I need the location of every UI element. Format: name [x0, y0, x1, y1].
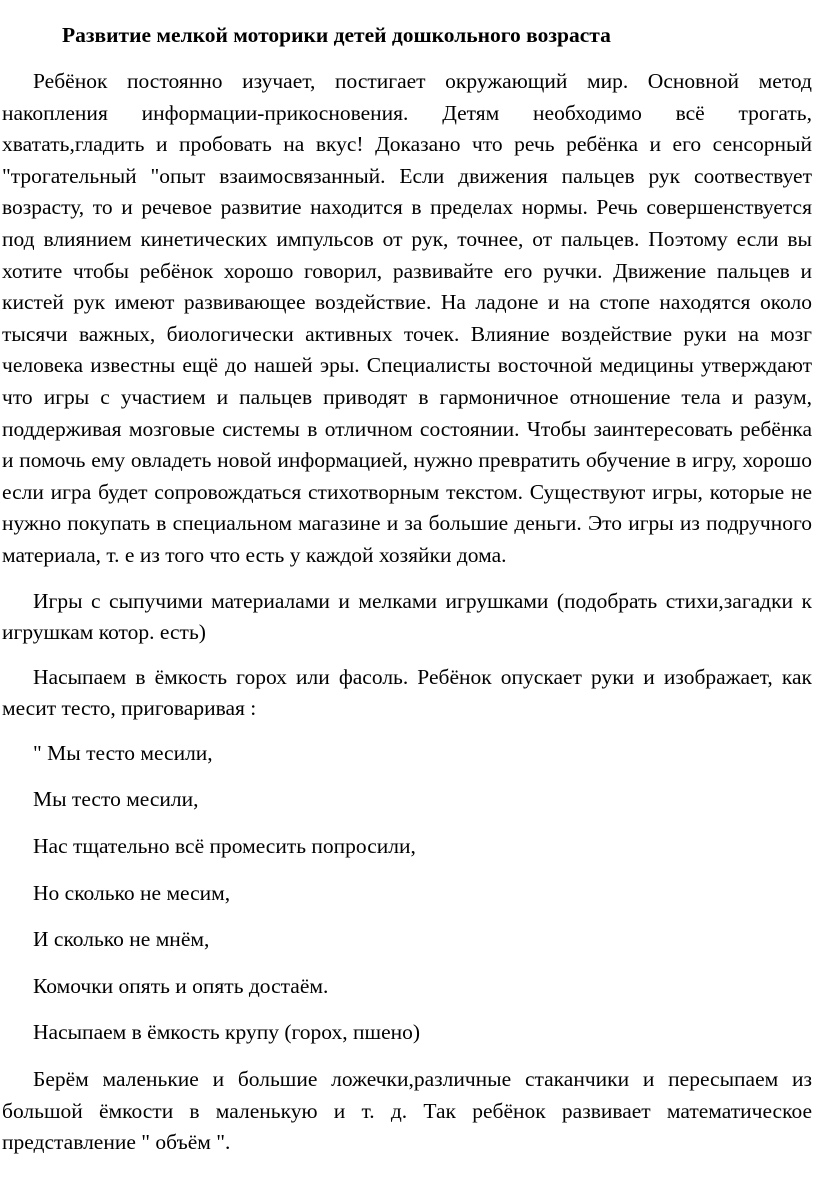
verse-line: " Мы тесто месили, [33, 740, 213, 765]
instruction-paragraph: Насыпаем в ёмкость горох или фасоль. Ребёнок опускает руки и изображает, как месит тесто, приговаривая : [2, 664, 812, 721]
verse-line: Комочки опять и опять достаём. [33, 973, 329, 998]
final-paragraph: Берём маленькие и большие ложечки,различные стаканчики и пересыпаем из большой ёмкости в маленькую и т. д. Так ребёнок развивает математическое представление " объём ". [2, 1067, 812, 1155]
verse-line: Нас тщательно всё промесить попросили, [33, 834, 416, 859]
verse-line: И сколько не мнём, [33, 927, 210, 952]
games-heading-paragraph: Игры с сыпучими материалами и мелками игрушками (подобрать стихи,загадки к игрушкам котор. есть) [2, 588, 812, 645]
verse-line: Но сколько не месим, [33, 880, 231, 905]
verse-line: Мы тесто месили, [33, 787, 199, 812]
intro-paragraph: Ребёнок постоянно изучает, постигает окружающий мир. Основной метод накопления информации-прикосновения. Детям необходимо всё трогать, хватать,гладить и пробовать на вкус! Доказано что речь ребёнка и его сенсорный "трогательный "опыт взаимосвязанный. Если движения пальцев рук соотвествует возрасту, то и речевое развитие находится в пределах нормы. Речь совершенствуется под влиянием кинетических импульсов от рук, точнее, от пальцев. Поэтому если вы хотите чтобы ребёнок хорошо говорил, развивайте его ручки. Движение пальцев и кистей рук имеют развивающее воздействие. На ладоне и на стопе находятся около тысячи важных, биологически активных точек. Влияние воздействие руки на мозг человека известны ещё до нашей эры. Специалисты восточной медицины утверждают что игры с участием и пальцев приводят в гармоничное отношение тела и разум, поддерживая мозговые системы в отличном состоянии. Чтобы заинтересовать ребёнка и помочь ему овладеть новой информацией, нужно превратить обучение в игру, хорошо если игра будет сопровождаться стихотворным текстом. Существуют игры, которые не нужно покупать в специальном магазине и за большие деньги. Это игры из подручного материала, т. е из того что есть у каждой хозяйки дома. [2, 69, 812, 567]
cereal-paragraph: Насыпаем в ёмкость крупу (горох, пшено) [33, 1020, 421, 1045]
document-title: Развитие мелкой моторики детей дошкольного возраста [62, 23, 611, 47]
